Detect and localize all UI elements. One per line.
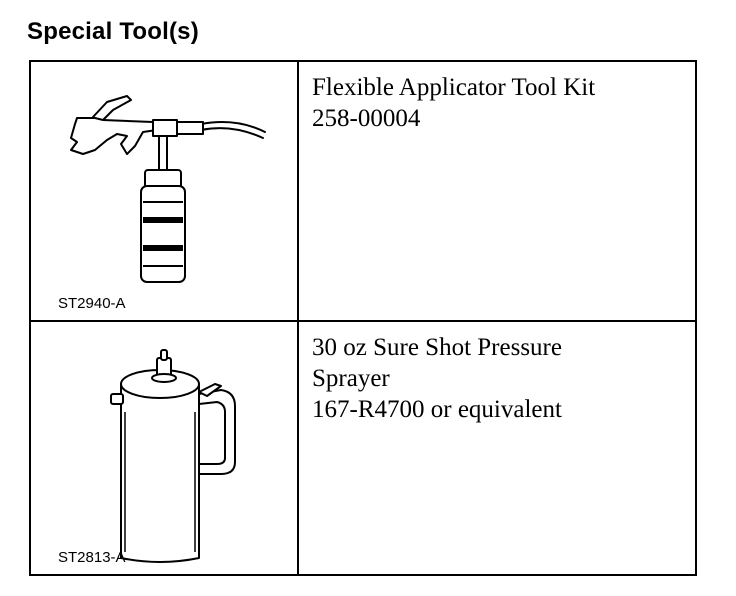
table-row [31, 322, 695, 574]
tool-image-code: ST2940-A [58, 295, 126, 312]
applicator-gun-icon [31, 62, 297, 320]
tool-description [312, 332, 562, 425]
page-title: Special Tool(s) [27, 18, 199, 45]
tool-image-cell [31, 322, 299, 574]
description-line: 30 oz Sure Shot Pressure [312, 334, 562, 361]
tool-image-cell [31, 62, 299, 320]
description-line: Sprayer [312, 365, 390, 392]
tool-description [312, 72, 595, 134]
description-line: Flexible Applicator Tool Kit [312, 74, 596, 101]
tool-description-cell [299, 322, 695, 574]
tool-image-code: ST2813-A [58, 549, 126, 566]
special-tools-table [29, 60, 697, 576]
description-line: 167-R4700 or equivalent [312, 396, 562, 423]
table-row [31, 62, 695, 322]
pressure-sprayer-icon [31, 322, 297, 574]
description-line: 258-00004 [312, 105, 421, 132]
tool-description-cell [299, 62, 695, 320]
